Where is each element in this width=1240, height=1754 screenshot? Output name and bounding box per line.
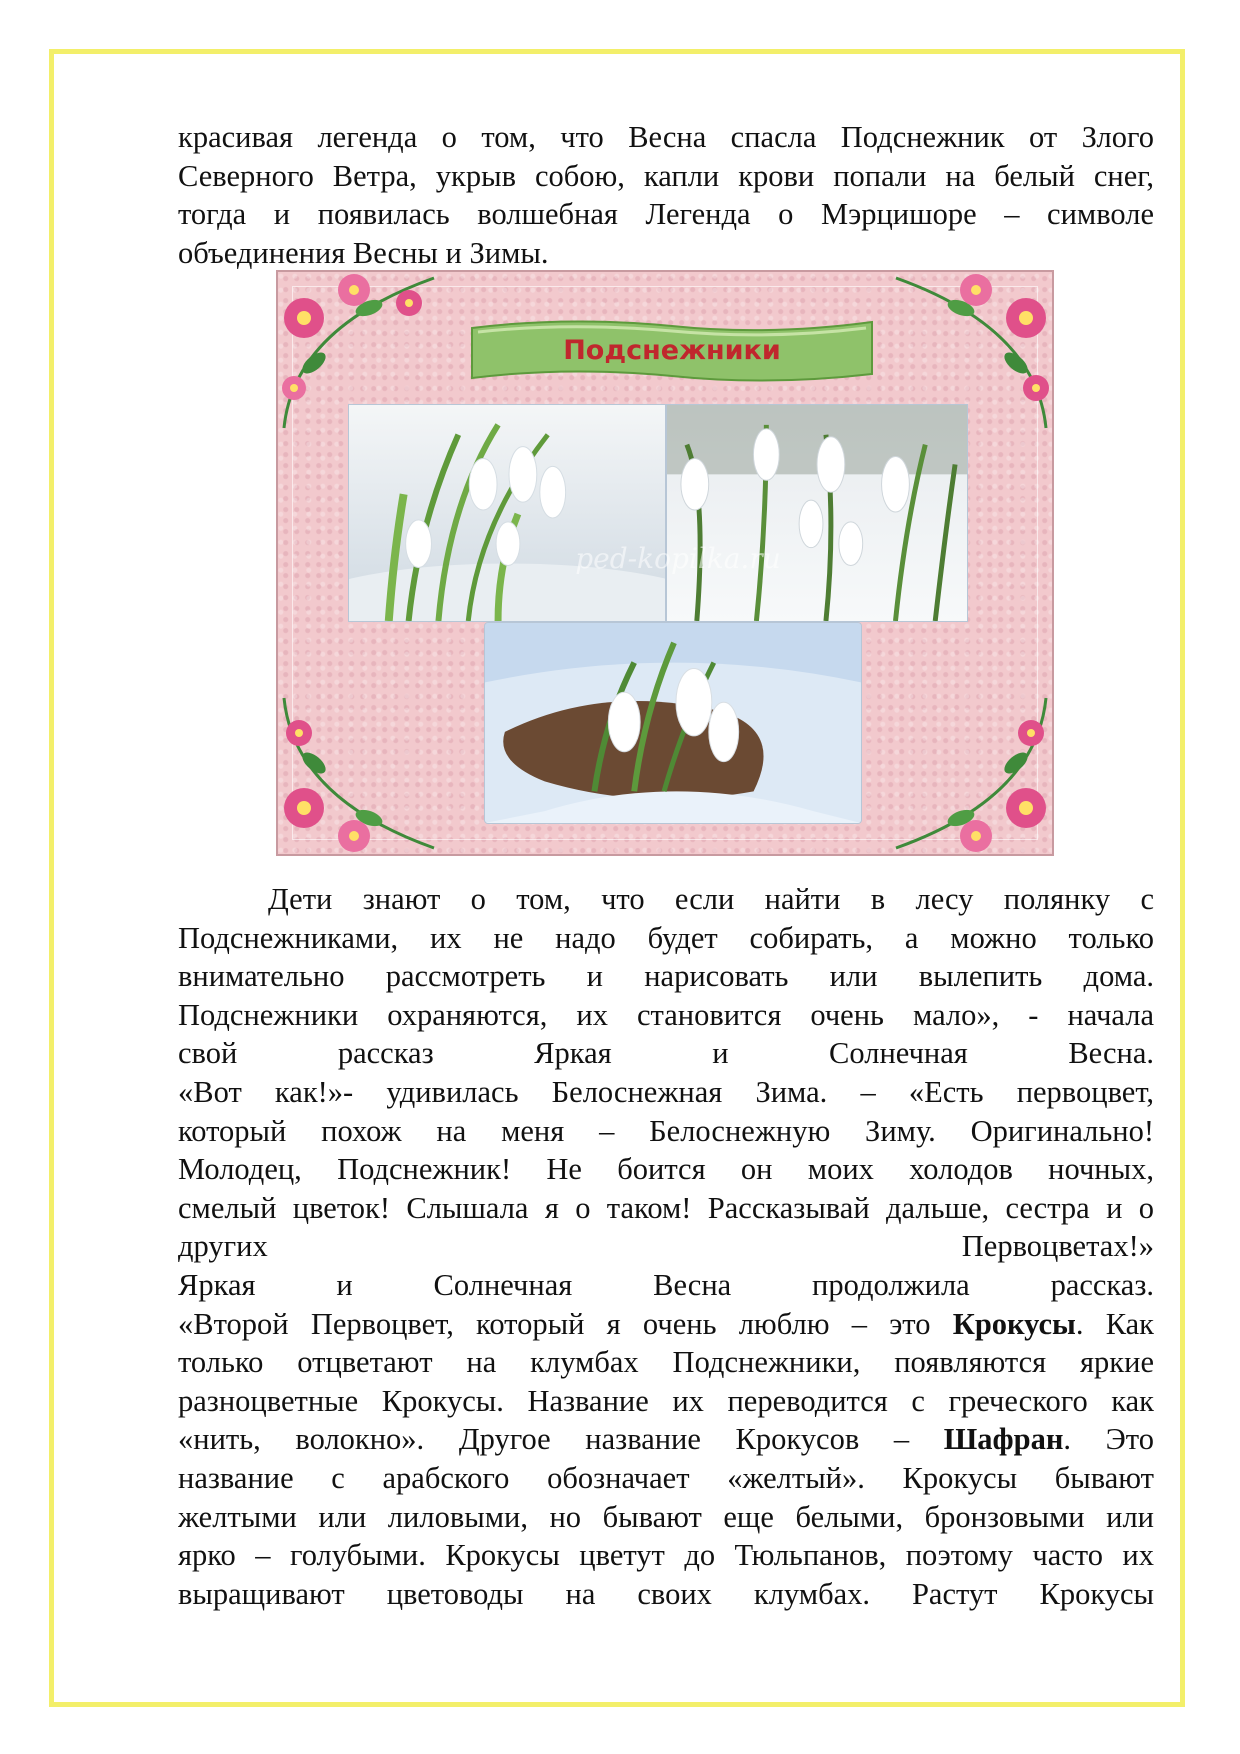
text-line: других Первоцветах!» — [178, 1229, 1154, 1264]
text-line: внимательно рассмотреть и нарисовать или вылепить дома. — [178, 959, 1154, 994]
text-line: выращивают цветоводы на своих клумбах. Растут Крокусы — [178, 1576, 1154, 1611]
text-line: желтыми или лиловыми, но бывают еще белыми, бронзовыми или — [178, 1499, 1154, 1534]
text-line: Яркая и Солнечная Весна продолжила рассказ. — [178, 1267, 1154, 1302]
snowdrops-picture — [276, 270, 1054, 856]
text-fragment: «нить, волокно». Другое название Крокусов – — [178, 1422, 944, 1457]
term-crocus: Крокусы — [952, 1306, 1076, 1341]
text-line: Дети знают о том, что если найти в лесу полянку с — [268, 882, 1154, 916]
text-fragment: . Это — [1063, 1422, 1154, 1457]
text-line: свой рассказ Яркая и Солнечная Весна. — [178, 1036, 1154, 1071]
text-line: объединения Весны и Зимы. — [178, 235, 549, 270]
text-line: название с арабского обозначает «желтый». Крокусы бывают — [178, 1460, 1154, 1495]
text-line: только отцветают на клумбах Подснежники, появляются яркие — [178, 1345, 1154, 1380]
text-fragment: «Второй Первоцвет, который я очень люблю – это — [178, 1306, 953, 1341]
text-line: Подснежниками, их не надо будет собирать, а можно только — [178, 920, 1154, 955]
snowdrop-photo-3 — [484, 622, 862, 824]
text-line: красивая легенда о том, что Весна спасла Подснежник от Злого — [178, 120, 1154, 154]
term-saffron: Шафран — [943, 1422, 1064, 1457]
text-line: ярко – голубыми. Крокусы цветут до Тюльпанов, поэтому часто их — [178, 1538, 1154, 1573]
flower-corner-top-right — [886, 270, 1054, 438]
text-line: Северного Ветра, укрыв собою, капли крови попали на белый снег, — [178, 158, 1154, 193]
text-line: разноцветные Крокусы. Название их переводится с греческого как — [178, 1383, 1154, 1418]
flower-corner-bottom-right — [886, 688, 1054, 856]
watermark: ped-kopilka.ru — [575, 542, 781, 575]
text-line: Молодец, Подснежник! Не боится он моих холодов ночных, — [178, 1152, 1154, 1187]
story-paragraph — [178, 880, 1154, 1613]
text-line — [178, 1420, 1154, 1459]
banner-title: Подснежники — [563, 334, 781, 366]
text-line: который похож на меня – Белоснежную Зиму. Оригинально! — [178, 1113, 1154, 1148]
text-line: тогда и появилась волшебная Легенда о Мэрцишоре – символе — [178, 197, 1154, 232]
text-fragment: . Как — [1075, 1306, 1154, 1341]
text-line: «Вот как!»- удивилась Белоснежная Зима. – «Есть первоцвет, — [178, 1074, 1154, 1109]
flower-corner-bottom-left — [276, 688, 444, 856]
intro-paragraph — [178, 118, 1154, 272]
text-line: смелый цветок! Слышала я о таком! Рассказывай дальше, сестра и о — [178, 1190, 1154, 1225]
text-line: Подснежники охраняются, их становится очень мало», - начала — [178, 997, 1154, 1032]
flower-corner-top-left — [276, 270, 444, 438]
text-line — [178, 1305, 1154, 1344]
